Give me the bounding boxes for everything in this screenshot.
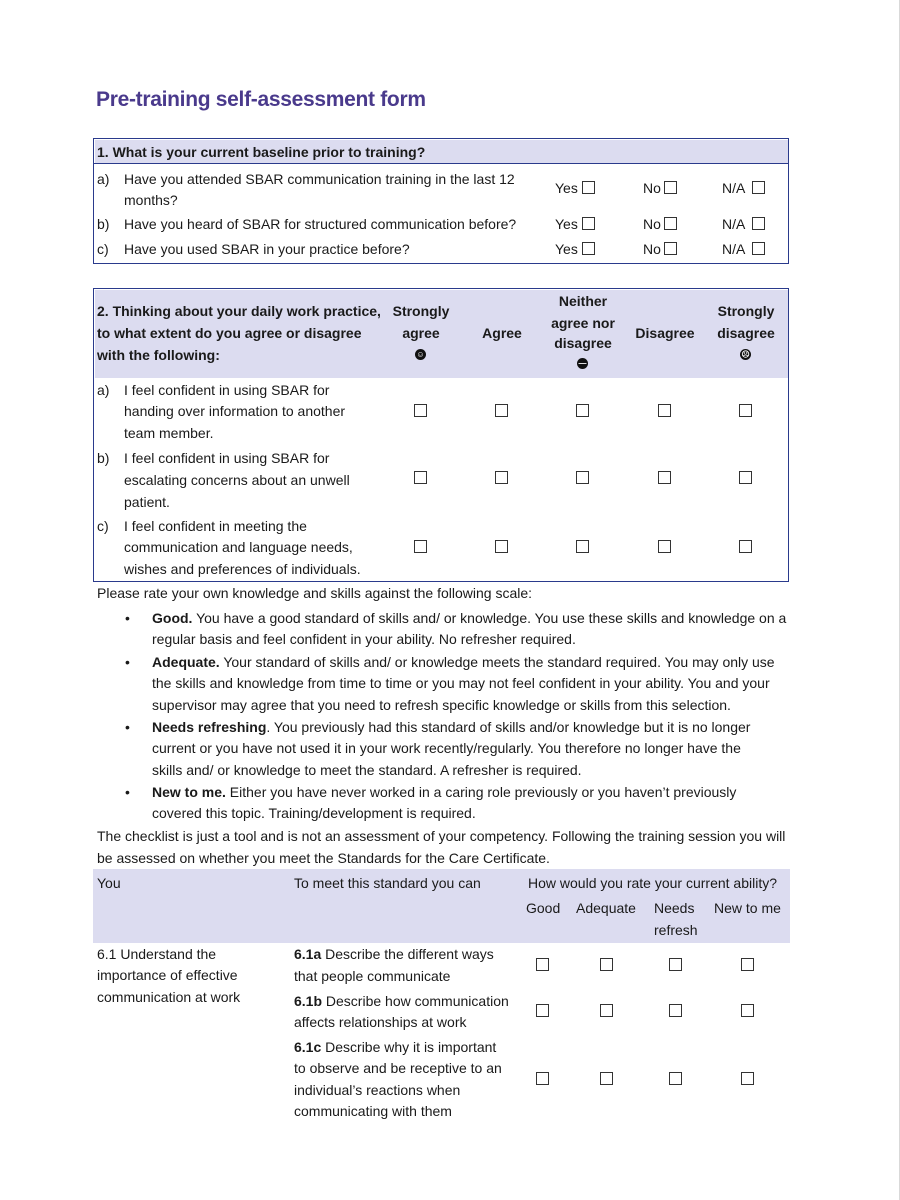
no-label: No bbox=[643, 216, 661, 232]
question-a-yes-checkbox[interactable] bbox=[582, 181, 595, 194]
statement-b-disagree-checkbox[interactable] bbox=[658, 471, 671, 484]
scale-needs-term: Needs refreshing bbox=[152, 719, 267, 735]
col-neither-line2: agree nor bbox=[551, 315, 615, 331]
statement-b-strongly-disagree-checkbox[interactable] bbox=[739, 471, 752, 484]
col-neither-line1: Neither bbox=[558, 293, 608, 309]
standard-6-1a-needs-refresh-checkbox[interactable] bbox=[669, 958, 682, 971]
col-you: You bbox=[97, 875, 121, 891]
scale-new-line2: covered this topic. Training/development is required. bbox=[152, 805, 476, 821]
rating-adequate: Adequate bbox=[576, 900, 636, 916]
standard-6-1c-text: Describe why it is important bbox=[321, 1039, 497, 1055]
standard-6-1b-good-checkbox[interactable] bbox=[536, 1004, 549, 1017]
section2-header-line1: 2. Thinking about your daily work practice, bbox=[97, 303, 381, 319]
scale-good-term: Good. bbox=[152, 610, 193, 626]
col-agree: Agree bbox=[482, 325, 522, 341]
rating-good: Good bbox=[526, 900, 561, 916]
standard-6-1a-good-checkbox[interactable] bbox=[536, 958, 549, 971]
statement-b-letter: b) bbox=[97, 450, 110, 466]
statement-c-strongly-disagree-checkbox[interactable] bbox=[739, 540, 752, 553]
bullet-icon: • bbox=[125, 784, 130, 800]
question-c-no-checkbox[interactable] bbox=[664, 242, 677, 255]
page-title: Pre-training self-assessment form bbox=[96, 88, 426, 111]
statement-a-strongly-agree-checkbox[interactable] bbox=[414, 404, 427, 417]
statement-c-disagree-checkbox[interactable] bbox=[658, 540, 671, 553]
standard-6-1b-adequate-checkbox[interactable] bbox=[600, 1004, 613, 1017]
statement-b-line2: escalating concerns about an unwell bbox=[124, 472, 350, 488]
question-a-text: Have you attended SBAR communication training in the last 12 bbox=[124, 171, 515, 187]
statement-c-line1: I feel confident in meeting the bbox=[124, 518, 307, 534]
statement-a-line3: team member. bbox=[124, 425, 214, 441]
yes-label: Yes bbox=[555, 241, 578, 257]
yes-label: Yes bbox=[555, 180, 578, 196]
standard-6-1a-line1 bbox=[294, 944, 494, 966]
section1-header: 1. What is your current baseline prior to training? bbox=[97, 144, 426, 160]
standard-6-1b-needs-refresh-checkbox[interactable] bbox=[669, 1004, 682, 1017]
statement-a-line2: handing over information to another bbox=[124, 403, 346, 419]
sad-face-icon: ☹ bbox=[741, 350, 750, 359]
scale-adequate-desc: Your standard of skills and/ or knowledge meets the standard required. You may only use bbox=[219, 654, 775, 670]
no-label: No bbox=[643, 241, 661, 257]
standard-6-1a-code: 6.1a bbox=[294, 946, 322, 962]
scale-adequate-line3: supervisor may agree that you need to refresh specific knowledge or skills from this selection. bbox=[152, 697, 731, 713]
statement-a-strongly-disagree-checkbox[interactable] bbox=[739, 404, 752, 417]
scale-needs-line1 bbox=[152, 717, 750, 739]
standard-6-1c-line2: to observe and be receptive to an bbox=[294, 1060, 502, 1076]
statement-c-line3: wishes and preferences of individuals. bbox=[124, 561, 361, 577]
na-label: N/A bbox=[722, 180, 746, 196]
statement-b-neither-checkbox[interactable] bbox=[576, 471, 589, 484]
scale-good-desc: You have a good standard of skills and/ or knowledge. You use these skills and knowledge on a bbox=[192, 610, 787, 626]
section2-header-line3: with the following: bbox=[97, 347, 220, 363]
you-line3: communication at work bbox=[97, 989, 241, 1005]
standard-6-1a-adequate-checkbox[interactable] bbox=[600, 958, 613, 971]
statement-b-strongly-agree-checkbox[interactable] bbox=[414, 471, 427, 484]
standard-6-1c-line4: communicating with them bbox=[294, 1103, 452, 1119]
standard-6-1c-needs-refresh-checkbox[interactable] bbox=[669, 1072, 682, 1085]
standard-6-1b-code: 6.1b bbox=[294, 993, 323, 1009]
scale-good-line2: regular basis and feel confident in your ability. No refresher required. bbox=[152, 631, 576, 647]
col-disagree: Disagree bbox=[635, 325, 695, 341]
scale-adequate-line2: the skills and knowledge from time to time or you may not feel confident in your ability. You and your bbox=[152, 675, 770, 691]
bullet-icon: • bbox=[125, 610, 130, 626]
standard-6-1c-new-to-me-checkbox[interactable] bbox=[741, 1072, 754, 1085]
section2-header-line2: to what extent do you agree or disagree bbox=[97, 325, 362, 341]
scale-new-term: New to me. bbox=[152, 784, 226, 800]
scale-new-desc: Either you have never worked in a caring role previously or you haven’t previously bbox=[225, 784, 737, 800]
statement-a-neither-checkbox[interactable] bbox=[576, 404, 589, 417]
standard-6-1b-line1 bbox=[294, 991, 509, 1013]
scale-intro: Please rate your own knowledge and skills against the following scale: bbox=[97, 585, 533, 601]
rating-new-to-me: New to me bbox=[714, 900, 781, 916]
scale-needs-line3: skills and/ or knowledge to meet the standard. A refresher is required. bbox=[152, 762, 582, 778]
question-b-na-checkbox[interactable] bbox=[752, 217, 765, 230]
scale-new-line1 bbox=[152, 782, 736, 804]
question-b-yes-checkbox[interactable] bbox=[582, 217, 595, 230]
col-standard: To meet this standard you can bbox=[294, 875, 481, 891]
question-c-na-checkbox[interactable] bbox=[752, 242, 765, 255]
scale-good-line1 bbox=[152, 608, 786, 630]
question-b-letter: b) bbox=[97, 216, 110, 232]
standard-6-1c-good-checkbox[interactable] bbox=[536, 1072, 549, 1085]
col-strongly-disagree-line1: Strongly bbox=[717, 303, 775, 319]
scale-adequate-term: Adequate. bbox=[152, 654, 220, 670]
checklist-note-line2: be assessed on whether you meet the Standards for the Care Certificate. bbox=[97, 850, 550, 866]
question-c-yes-checkbox[interactable] bbox=[582, 242, 595, 255]
standard-6-1c-line3: individual’s reactions when bbox=[294, 1082, 461, 1098]
statement-b-line1: I feel confident in using SBAR for bbox=[124, 450, 330, 466]
scale-needs-desc: . You previously had this standard of skills and/or knowledge but it is no longer bbox=[266, 719, 751, 735]
standard-6-1a-text: Describe the different ways bbox=[321, 946, 494, 962]
statement-c-line2: communication and language needs, bbox=[124, 539, 353, 555]
na-label: N/A bbox=[722, 216, 746, 232]
statement-c-agree-checkbox[interactable] bbox=[495, 540, 508, 553]
scale-needs-line2: current or you have not used it in your work recently/regularly. You therefore no longer have the bbox=[152, 740, 741, 756]
rating-refresh: refresh bbox=[654, 922, 698, 938]
statement-c-strongly-agree-checkbox[interactable] bbox=[414, 540, 427, 553]
standard-6-1c-adequate-checkbox[interactable] bbox=[600, 1072, 613, 1085]
question-a-text-cont: months? bbox=[124, 192, 178, 208]
col-strongly-agree-line1: Strongly bbox=[392, 303, 450, 319]
smiley-icon: ☺ bbox=[416, 350, 425, 359]
yes-label: Yes bbox=[555, 216, 578, 232]
question-a-no-checkbox[interactable] bbox=[664, 181, 677, 194]
col-strongly-disagree-line2: disagree bbox=[717, 325, 775, 341]
col-strongly-agree-line2: agree bbox=[402, 325, 440, 341]
scale-adequate-line1 bbox=[152, 652, 775, 674]
col-rate: How would you rate your current ability? bbox=[528, 875, 778, 891]
statement-a-letter: a) bbox=[97, 382, 110, 398]
bullet-icon: • bbox=[125, 654, 130, 670]
statement-c-letter: c) bbox=[97, 518, 109, 534]
rating-needs: Needs bbox=[654, 900, 695, 916]
question-c-letter: c) bbox=[97, 241, 109, 257]
question-c-text: Have you used SBAR in your practice before? bbox=[124, 241, 410, 257]
statement-b-agree-checkbox[interactable] bbox=[495, 471, 508, 484]
na-label: N/A bbox=[722, 241, 746, 257]
standard-6-1c-code: 6.1c bbox=[294, 1039, 322, 1055]
statement-a-disagree-checkbox[interactable] bbox=[658, 404, 671, 417]
question-a-letter: a) bbox=[97, 171, 110, 187]
question-a-na-checkbox[interactable] bbox=[752, 181, 765, 194]
standard-6-1a-line2: that people communicate bbox=[294, 968, 451, 984]
you-line2: importance of effective bbox=[97, 967, 238, 983]
neutral-face-icon: — bbox=[578, 359, 587, 368]
standard-6-1c-line1 bbox=[294, 1037, 496, 1059]
standard-6-1b-text: Describe how communication bbox=[322, 993, 509, 1009]
you-line1: 6.1 Understand the bbox=[97, 946, 217, 962]
statement-a-agree-checkbox[interactable] bbox=[495, 404, 508, 417]
statement-b-line3: patient. bbox=[124, 494, 170, 510]
standard-6-1b-new-to-me-checkbox[interactable] bbox=[741, 1004, 754, 1017]
statement-c-neither-checkbox[interactable] bbox=[576, 540, 589, 553]
checklist-note-line1: The checklist is just a tool and is not an assessment of your competency. Following the training session you will bbox=[97, 828, 786, 844]
statement-a-line1: I feel confident in using SBAR for bbox=[124, 382, 330, 398]
question-b-text: Have you heard of SBAR for structured communication before? bbox=[124, 216, 517, 232]
no-label: No bbox=[643, 180, 661, 196]
standard-6-1b-line2: affects relationships at work bbox=[294, 1014, 467, 1030]
question-b-no-checkbox[interactable] bbox=[664, 217, 677, 230]
standard-6-1a-new-to-me-checkbox[interactable] bbox=[741, 958, 754, 971]
col-neither-line3: disagree bbox=[554, 335, 612, 351]
bullet-icon: • bbox=[125, 719, 130, 735]
